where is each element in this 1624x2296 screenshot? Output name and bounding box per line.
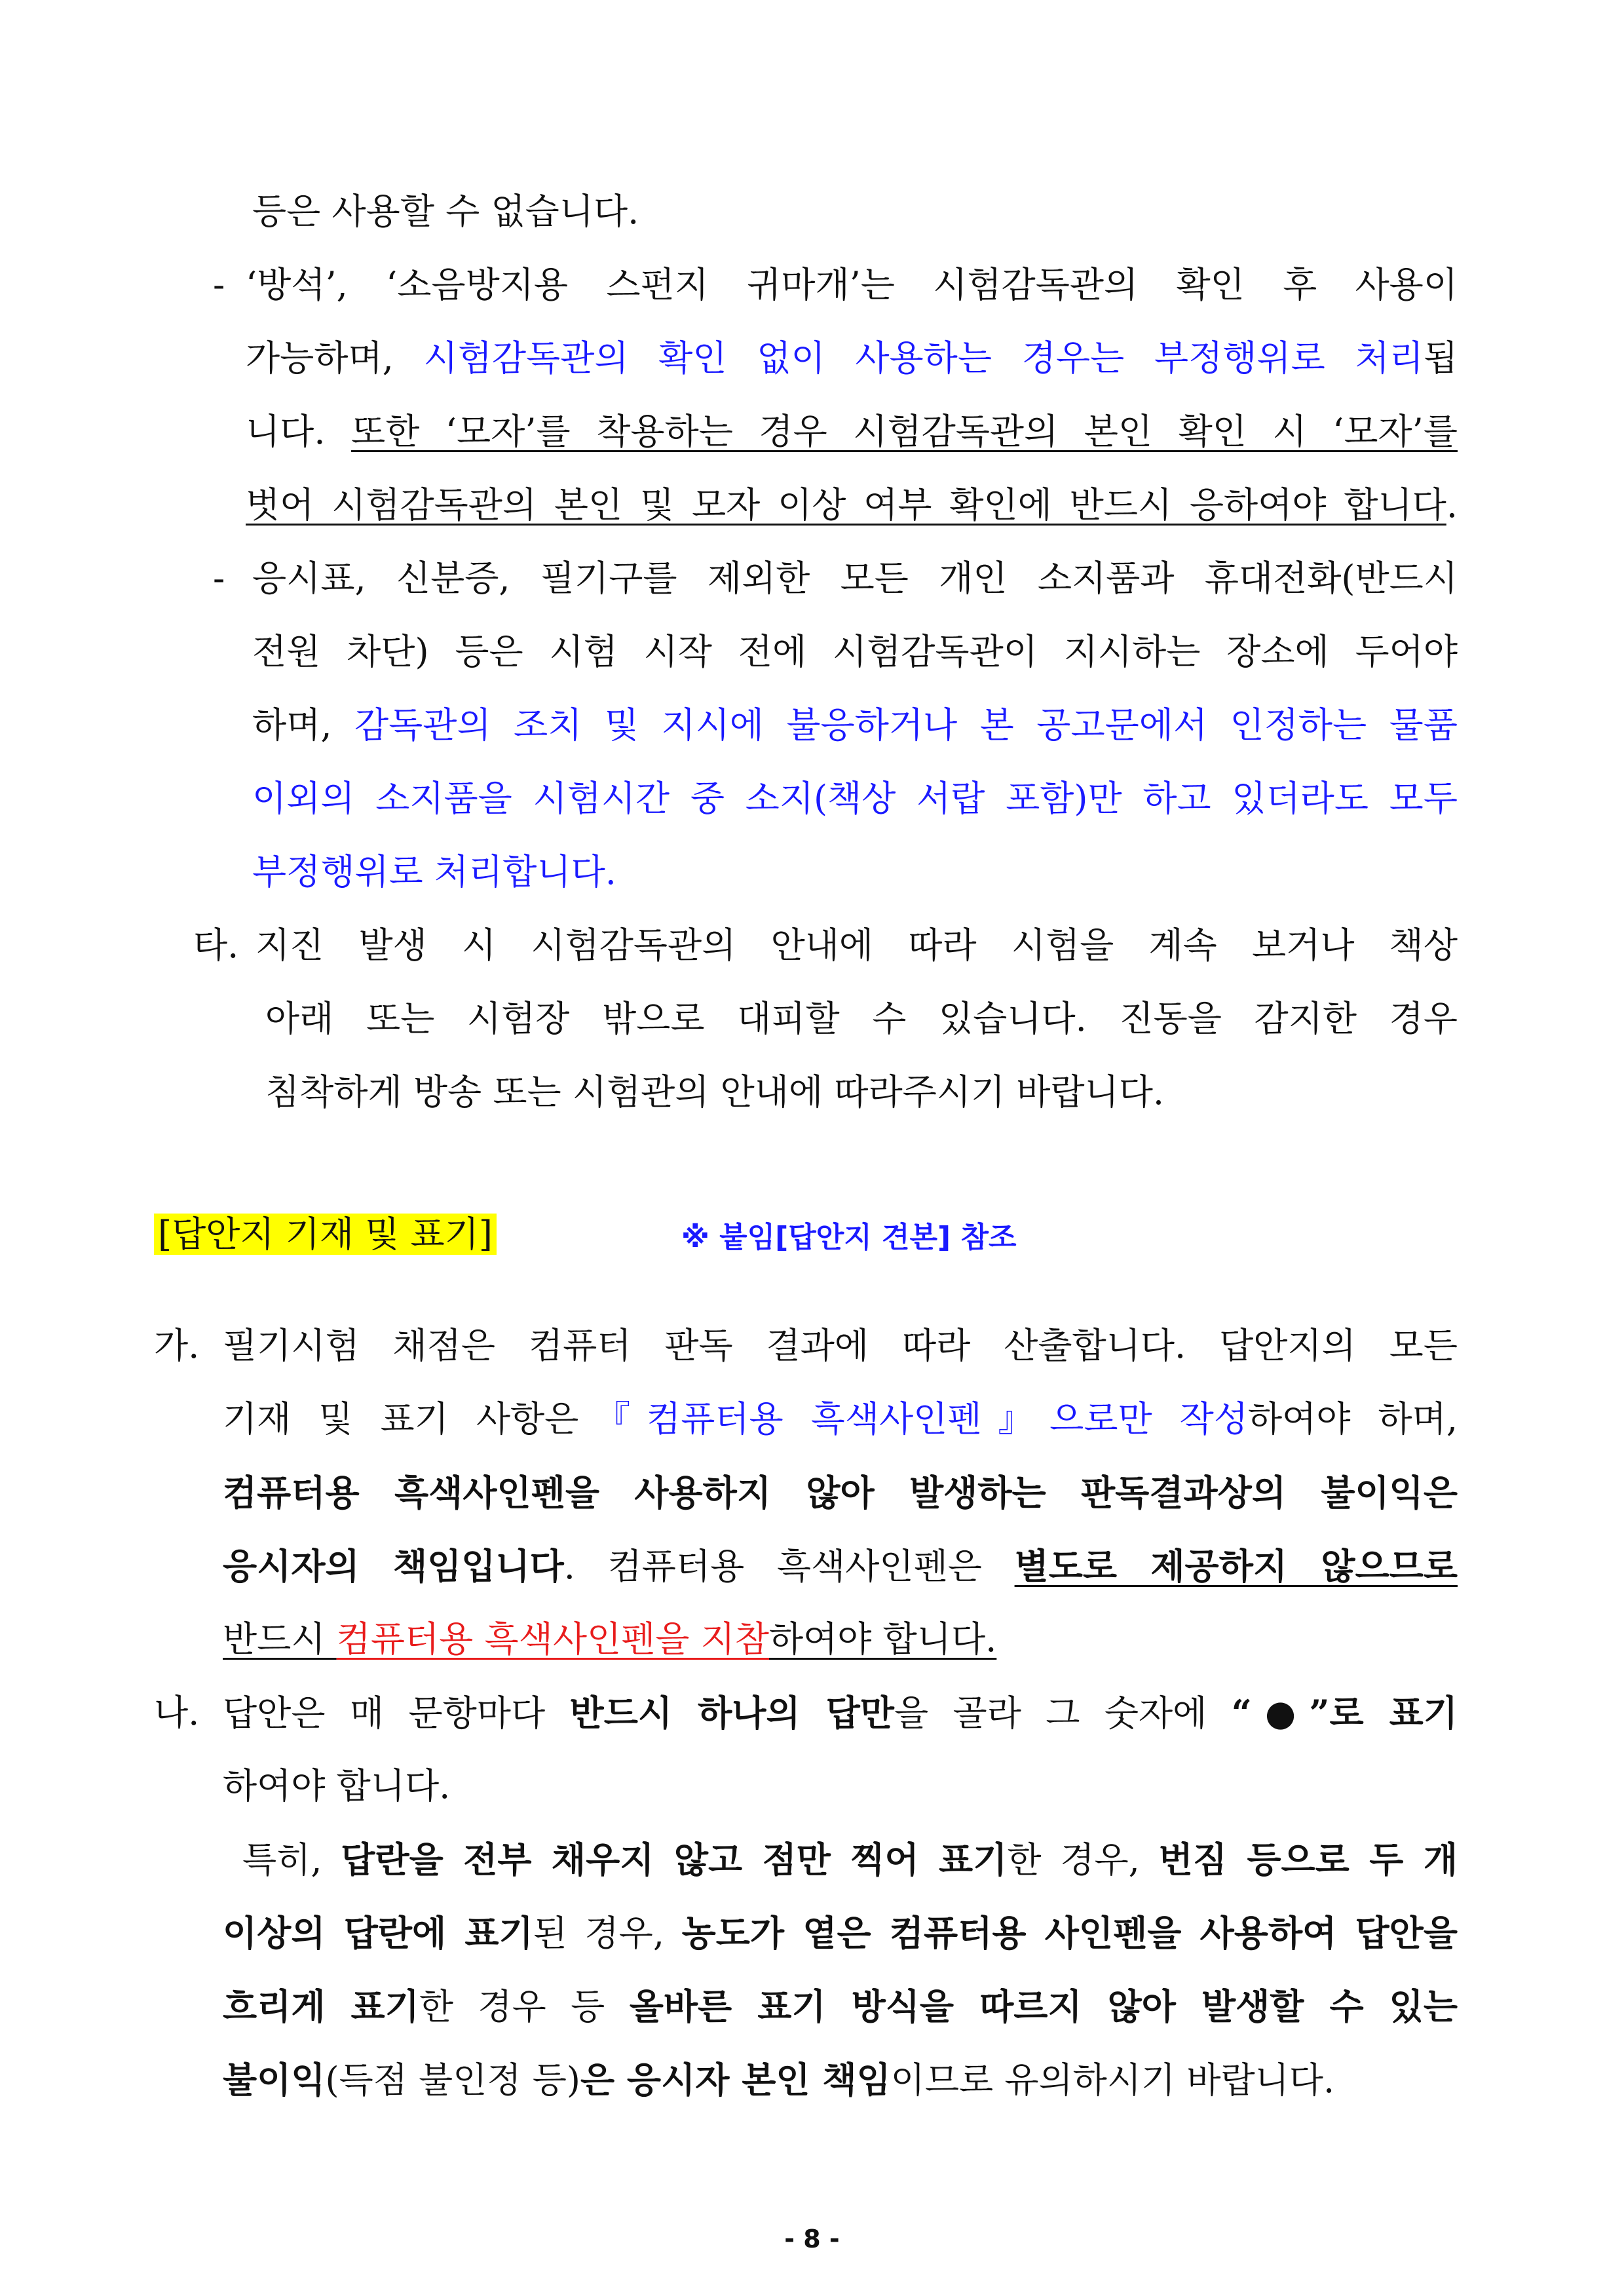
emphasis-underline: 벗어 시험감독관의 본인 및 모자 이상 여부 확인에 반드시 응하여야 합니다 (246, 484, 1446, 526)
item-marker-na: 나. (154, 1692, 200, 1733)
text-span: 한 경우, (1007, 1839, 1159, 1881)
text-span: . (1446, 484, 1458, 526)
bullet-dash: - (213, 558, 225, 599)
continued-text (252, 175, 1464, 248)
section-reference-note: ※ 붙임[답안지 견본] 참조 (681, 1221, 1017, 1254)
text-span: 하며, (252, 704, 354, 746)
text-line (223, 1529, 1458, 1603)
emphasis-bold: 번짐 등으로 두 개 (1158, 1839, 1458, 1881)
emphasis-underline: 반드시 (223, 1618, 337, 1660)
emphasis-blue: 시험감독관의 확인 없이 사용하는 경우는 부정행위로 처리 (423, 337, 1424, 379)
item-earthquake (255, 909, 1458, 1129)
emphasis-bold: 불이익 (223, 2059, 326, 2101)
text-line (246, 395, 1458, 469)
emphasis-bold: 올바른 표기 방식을 따르지 않아 발생할 수 있는 (629, 1985, 1458, 2027)
text-line (223, 1823, 1458, 1896)
emphasis-bold: 응시자의 책임입니다 (223, 1545, 564, 1587)
text-span: . 컴퓨터용 흑색사인펜은 (563, 1546, 1015, 1587)
emphasis-underline: 하여야 합니다. (768, 1618, 997, 1660)
item-answer-sheet-pen (223, 1309, 1458, 1676)
section-title (154, 1198, 497, 1271)
text-line (223, 1603, 1458, 1676)
item-marking-rules (223, 1676, 1458, 2116)
text-line (252, 689, 1458, 762)
emphasis-blue: 『컴퓨터용 흑색사인펜』으로만 작성 (578, 1398, 1249, 1440)
text-line (223, 1896, 1458, 1970)
text-span: (득점 불인정 등) (325, 2059, 580, 2101)
emphasis-bold: 답란을 전부 채우지 않고 점만 찍어 표기 (341, 1839, 1008, 1881)
bullet-personal-items (252, 542, 1458, 909)
item-marker-ta: 타. (193, 925, 239, 966)
text-line (223, 1383, 1458, 1456)
text-line: 응시표, 신분증, 필기구를 제외한 모든 개인 소지품과 휴대전화(반드시 (252, 558, 1458, 599)
text-line (223, 1970, 1458, 2043)
emphasis-bold-underline: 별도로 제공하지 않으므로 (1014, 1545, 1458, 1587)
emphasis-bold: 반드시 하나의 답만 (569, 1692, 894, 1734)
text-span: 한 경우 등 (419, 1986, 630, 2027)
text-line: 침착하게 방송 또는 시험관의 안내에 따라주시기 바랍니다. (265, 1071, 1165, 1113)
text-line: 전원 차단) 등은 시험 시작 전에 시험감독관이 지시하는 장소에 두어야 (252, 631, 1458, 672)
text-span: 기재 및 표기 사항은 (223, 1398, 579, 1440)
text-line: 이외의 소지품을 시험시간 중 소지(책상 서랍 포함)만 하고 있더라도 모두 (252, 778, 1458, 819)
text-span: 이므로 유의하시기 바랍니다. (890, 2059, 1335, 2101)
emphasis-bold: 이상의 답란에 표기 (223, 1912, 533, 1954)
text-line (223, 2043, 1458, 2116)
text-line (246, 469, 1458, 542)
emphasis-bold: 은 응시자 본인 책임 (580, 2059, 891, 2101)
emphasis-blue: 감독관의 조치 및 지시에 불응하거나 본 공고문에서 인정하는 물품 (354, 704, 1458, 746)
text-span: 가능하며, (246, 337, 424, 379)
emphasis-bold: 흐리게 표기 (223, 1985, 419, 2027)
continued-line: 등은 사용할 수 없습니다. (252, 191, 639, 232)
emphasis-underline: 또한 ‘모자’를 착용하는 경우 시험감독관의 본인 확인 시 ‘모자’를 (351, 411, 1458, 452)
text-line: ‘방석’, ‘소음방지용 스펀지 귀마개’는 시험감독관의 확인 후 사용이 (246, 264, 1458, 305)
text-span: 하여야 하며, (1248, 1398, 1458, 1440)
text-line (223, 1676, 1458, 1750)
text-span: 을 골라 그 숫자에 (894, 1693, 1232, 1734)
section-title-highlight: [답안지 기재 및 표기] (154, 1214, 497, 1255)
text-line: 지진 발생 시 시험감독관의 안내에 따라 시험을 계속 보거나 책상 (255, 925, 1458, 966)
emphasis-bold: “●”로 표기 (1231, 1692, 1458, 1734)
page-number: - 8 - (784, 2225, 840, 2253)
text-span: 답안은 매 문항마다 (223, 1693, 570, 1734)
emphasis-red: 컴퓨터용 흑색사인펜을 지참 (336, 1618, 769, 1660)
text-line: 컴퓨터용 흑색사인펜을 사용하지 않아 발생하는 판독결과상의 불이익은 (223, 1472, 1458, 1514)
item-marker-ga: 가. (154, 1325, 200, 1366)
text-line: 필기시험 채점은 컴퓨터 판독 결과에 따라 산출합니다. 답안지의 모든 (223, 1325, 1458, 1366)
emphasis-bold: 농도가 옅은 컴퓨터용 사인펜을 사용하여 답안을 (681, 1912, 1458, 1954)
text-line: 부정행위로 처리합니다. (252, 851, 616, 892)
text-line: 아래 또는 시험장 밖으로 대피할 수 있습니다. 진동을 감지한 경우 (265, 998, 1458, 1039)
text-line (246, 322, 1458, 395)
text-span: 특히, (242, 1839, 341, 1881)
text-span: 니다. (246, 411, 352, 452)
text-span: 됩 (1423, 337, 1458, 379)
bullet-dash: - (213, 264, 225, 305)
text-span: 된 경우, (533, 1913, 682, 1954)
bullet-allowed-items (246, 248, 1458, 542)
text-line: 하여야 합니다. (223, 1765, 451, 1807)
